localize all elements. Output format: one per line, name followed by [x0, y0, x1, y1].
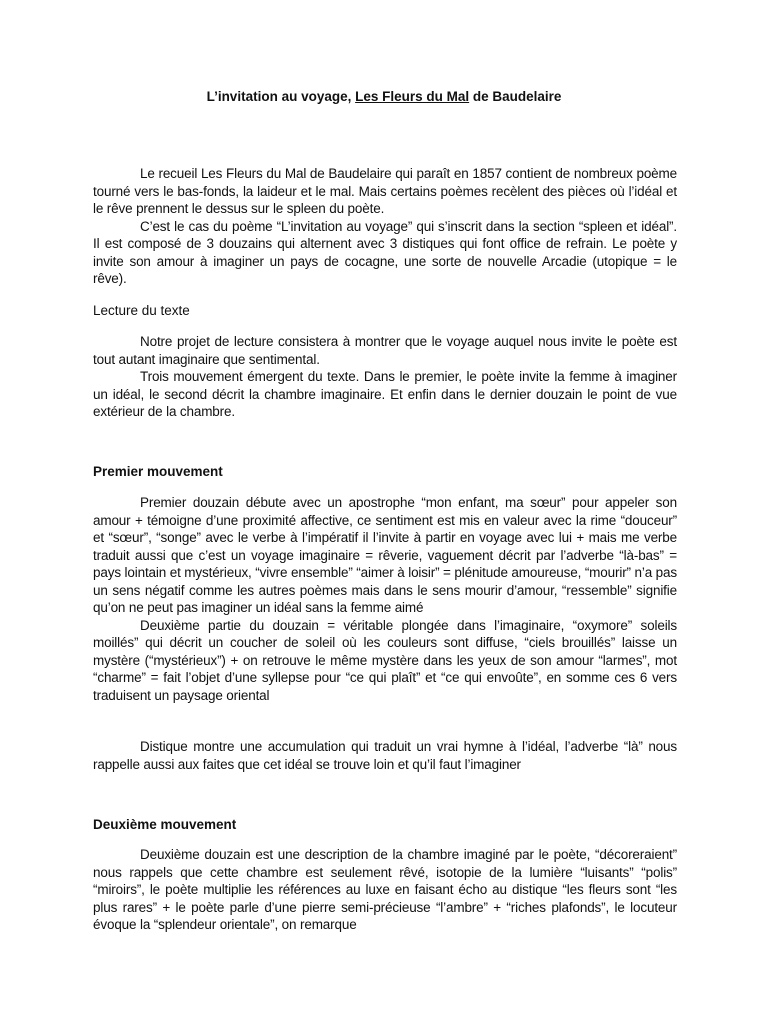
intro-paragraph-1: Le recueil Les Fleurs du Mal de Baudelaire qui paraît en 1857 contient de nombreux poème tourné vers le bas-fonds, la laideur et le mal. Mais certains poèmes recèlent des pièces où l’idéal et le rêve prennent le dessus sur le spleen du poète.: [93, 166, 677, 216]
title-book-name: Les Fleurs du Mal: [355, 89, 470, 104]
section1-paragraph-2: Deuxième partie du douzain = véritable plongée dans l’imaginaire, “oxymore” soleils moillés” qui décrit un coucher de soleil où les couleurs sont diffuse, “ciels brouillés” laisse un mystère (“mystérieux”) + on retrouve le même mystère dans les yeux de son amour “larmes”, mot “charme” = fait l’objet d’une syllepse pour “ce qui plaît” et “ce qui envoûte”, en somme ces 6 vers traduisent un paysage oriental: [93, 617, 677, 703]
section1-paragraph-1: Premier douzain débute avec un apostrophe “mon enfant, ma sœur” pour appeler son amour + témoigne d’une proximité affective, ce sentiment est mis en valeur avec la rime “douceur” et “sœur”, “songe” avec le verbe à l’impératif il l’invite à partir en voyage avec lui + mais me verbe traduit aussi que c’est un voyage imaginaire = rêverie, vaguement décrit par l’adverbe “là-bas” = pays lointain et mystérieux, “vivre ensemble” “aimer à loisir” = plénitude amoureuse, “mourir” n’a pas un sens négatif comme les autres poèmes mais dans le sens mourir d’amour, “ressemble” signifie qu’on ne peut pas imaginer un idéal sans la femme aimé: [93, 495, 677, 615]
document-title: [0, 88, 768, 106]
distique-paragraph: Distique montre une accumulation qui traduit un vrai hymne à l’idéal, l’adverbe “là” nous rappelle aussi aux faites que cet idéal se trouve loin et qu’il faut l’imaginer: [93, 739, 677, 772]
section1-block: [93, 494, 677, 704]
lecture-paragraph-2: Trois mouvement émergent du texte. Dans le premier, le poète invite la femme à imaginer un idéal, le second décrit la chambre imaginaire. Et enfin dans le dernier douzain le point de vue extérieur de la chambre.: [93, 369, 677, 419]
section-heading-premier-mouvement: Premier mouvement: [93, 464, 223, 479]
lecture-paragraph-1: Notre projet de lecture consistera à montrer que le voyage auquel nous invite le poète est tout autant imaginaire que sentimental.: [93, 334, 677, 367]
distique-block: [93, 738, 677, 773]
intro-block: [93, 165, 677, 288]
section-heading-deuxieme-mouvement: Deuxième mouvement: [93, 817, 237, 832]
lecture-block: [93, 333, 677, 421]
section2-paragraph-1: Deuxième douzain est une description de la chambre imaginé par le poète, “décoreraient” nous rappels que cette chambre est seulement rêvé, isotopie de la lumière “luisants” “polis” “miroirs”, le poète multiplie les références au luxe en faisant écho au distique “les fleurs sont “les plus rares” + le poète parle d’une pierre semi-précieuse “l’ambre” + “riches plafonds”, le locuteur évoque la “splendeur orientale”, on remarque: [93, 847, 677, 932]
section2-block: [93, 846, 677, 934]
title-prefix: L’invitation au voyage,: [206, 89, 356, 104]
intro-paragraph-2: C’est le cas du poème “L’invitation au voyage” qui s’inscrit dans la section “spleen et idéal”. Il est composé de 3 douzains qui alternent avec 3 distiques qui font office de refrain. Le poète y invite son amour à imaginer un pays de cocagne, une sorte de nouvelle Arcadie (utopique = le rêve).: [93, 218, 677, 286]
title-suffix: de Baudelaire: [469, 89, 562, 104]
lecture-label: Lecture du texte: [93, 303, 190, 318]
